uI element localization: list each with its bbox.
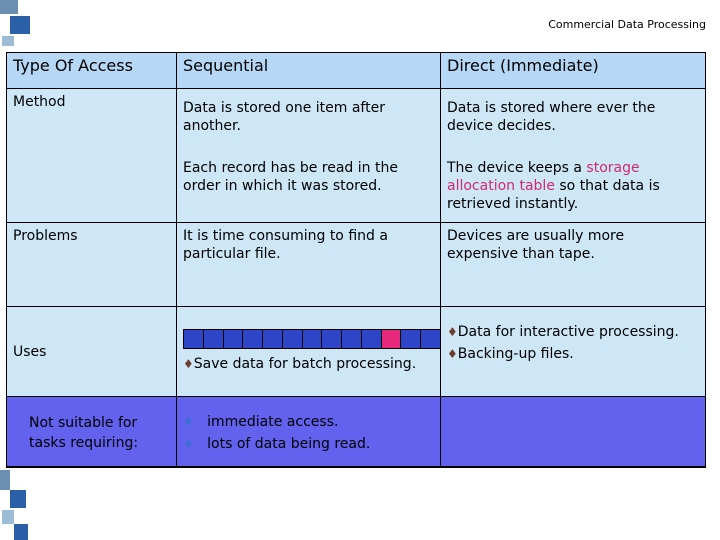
bullet-icon: ♦ [183, 357, 194, 371]
storage-allocation-table-text: storage allocation table [447, 160, 640, 194]
not-suitable-item-2: ♦ lots of data being read. [183, 436, 371, 452]
cell-method-sequential [177, 89, 441, 223]
cell-uses-sequential [177, 307, 441, 397]
uses-dir-item-2: ♦Backing-up files. [447, 346, 574, 362]
method-dir-text-1: Data is stored where ever the device decides. [447, 100, 656, 134]
row-label-problems: Problems [7, 223, 177, 307]
uses-dir-item-1: ♦Data for interactive processing. [447, 324, 679, 340]
method-seq-text-1: Data is stored one item after another. [183, 100, 385, 134]
problems-dir-text: Devices are usually more expensive than tape. [447, 228, 625, 262]
comparison-table [6, 52, 706, 468]
problems-seq-text: It is time consuming to find a particular file. [183, 228, 388, 262]
method-dir-text-2 [447, 159, 699, 213]
bullet-icon: ♦ [447, 325, 458, 339]
cell-problems-sequential [177, 223, 441, 307]
bullet-icon: ♦ [447, 347, 458, 361]
header-direct: Direct (Immediate) [441, 53, 705, 89]
method-dir-text-2-pre: The device keeps a [447, 160, 587, 176]
row-label-not-suitable: Not suitable for tasks requiring: [7, 397, 177, 467]
cell-uses-direct [441, 307, 705, 397]
cell-not-suitable-direct [441, 397, 705, 467]
cell-method-direct [441, 89, 705, 223]
not-suitable-item-1: ♦ immediate access. [183, 414, 339, 430]
tape-cell [224, 330, 244, 348]
tape-cell [243, 330, 263, 348]
header-type-of-access: Type Of Access [7, 53, 177, 89]
page-title: Commercial Data Processing [548, 18, 706, 31]
tape-cell [283, 330, 303, 348]
tape-cell [362, 330, 382, 348]
tape-illustration [183, 329, 441, 349]
method-dir-text-2-post: so that data is retrieved instantly. [447, 178, 660, 212]
tape-cell [303, 330, 323, 348]
header-sequential: Sequential [177, 53, 441, 89]
row-label-method: Method [7, 89, 177, 223]
method-seq-text-2: Each record has be read in the order in which it was stored. [183, 160, 398, 194]
cell-problems-direct [441, 223, 705, 307]
tape-cell [184, 330, 204, 348]
tape-cell [401, 330, 421, 348]
tape-cell [382, 330, 402, 348]
tape-cell [204, 330, 224, 348]
bullet-icon: ♦ [183, 415, 194, 429]
tape-cell [342, 330, 362, 348]
row-label-uses: Uses [7, 307, 177, 397]
cell-not-suitable-sequential [177, 397, 441, 467]
tape-cell [421, 330, 440, 348]
tape-cell [322, 330, 342, 348]
tape-cell [263, 330, 283, 348]
bullet-icon: ♦ [183, 437, 194, 451]
uses-seq-item-2: ♦Save data for batch processing. [183, 356, 417, 372]
